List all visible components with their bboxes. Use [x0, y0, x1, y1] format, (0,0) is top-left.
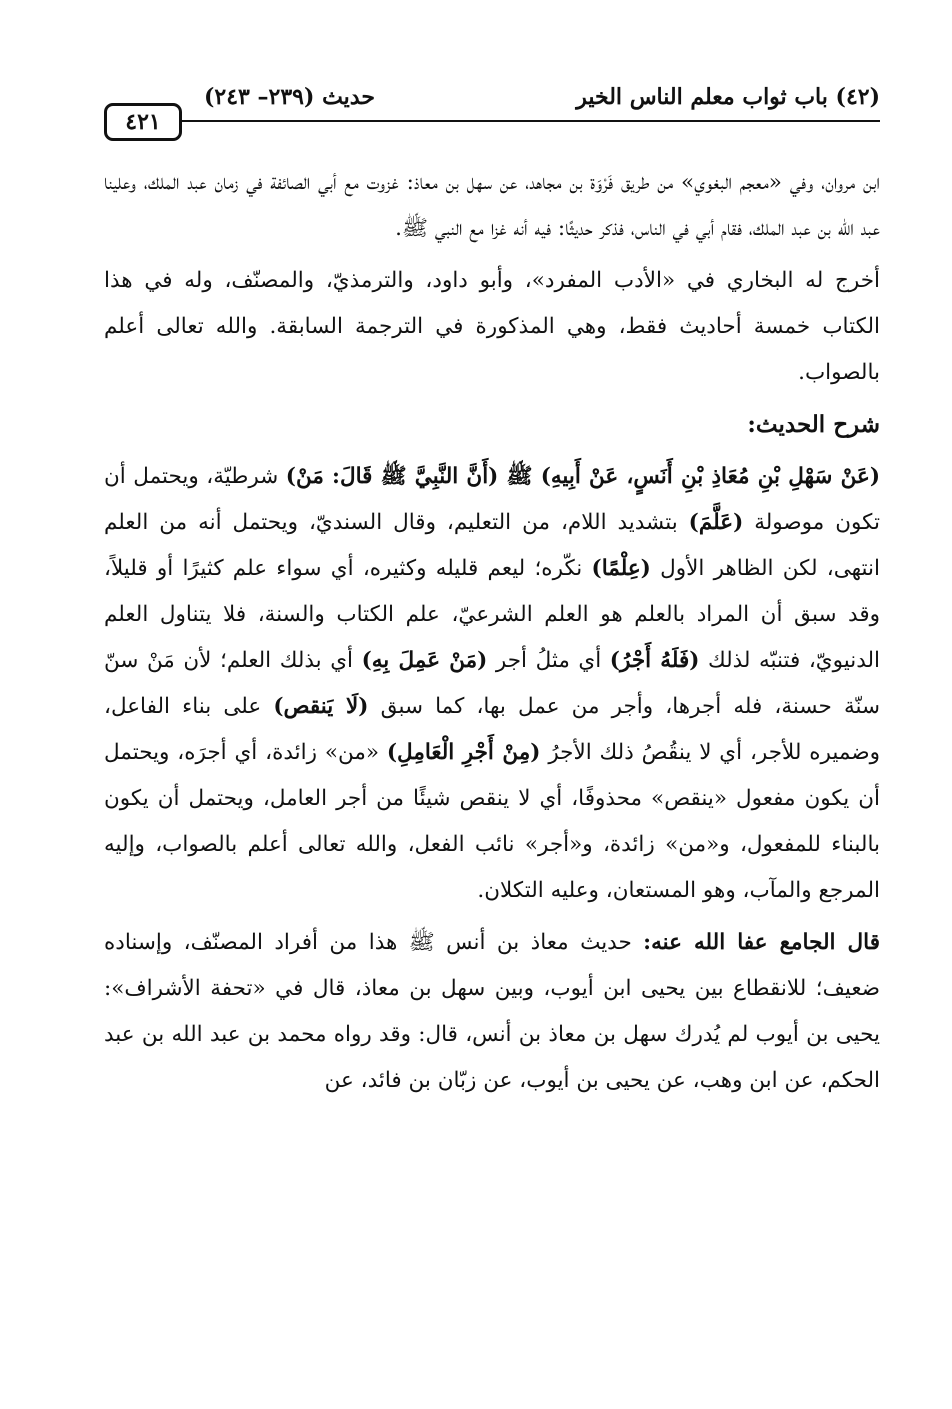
chapter-title: (٤٢) باب ثواب معلم الناس الخير — [576, 84, 880, 110]
running-header — [104, 78, 880, 122]
hadith-range: حديث (٢٣٩– ٢٤٣) — [204, 84, 375, 110]
paragraph-sources: أخرج له البخاري في «الأدب المفرد»، وأبو داود، والترمذيّ، والمصنّف، وله في هذا الكتاب خمسة أحاديث فقط، وهي المذكورة في الترجمة السابقة. والله تعالى أعلم بالصواب. — [104, 268, 880, 385]
hadith-text-quote: (عَنْ سَهْلِ بْنِ مُعَاذِ بْنِ أَنَسٍ، عَنْ أَبِيهِ) ﷺ (أَنَّ النَّبِيَّ ﷺ قَالَ: مَنْ) — [285, 464, 881, 489]
page-number: ٤٢١ — [104, 103, 182, 141]
hadith-word: (عَلَّمَ) — [688, 510, 744, 535]
commentary-text: «من» زائدة، أي أجرَه، ويحتمل أن يكون مفعول «ينقص» محذوفًا، أي لا ينقص شيئًا من أجر العامل، ويحتمل أن يكون بالبناء للمفعول، و«من» زائدة، و«أجر» نائب الفعل، والله تعالى أعلم بالصواب، وإليه المرجع والمآب، وهو المستعان، وعليه التكلان. — [104, 740, 880, 903]
commentary-text: على بناء الفاعل، وضميره للأجر، أي لا ينقُصُ ذلك الأجرُ — [104, 694, 880, 765]
hadith-word: (لَا يَنقص) — [273, 694, 369, 719]
paragraph-commentary — [104, 454, 880, 914]
hadith-word: (فَلَهُ أَجْرُ) — [609, 648, 700, 673]
commentary-text: بتشديد اللام، من التعليم، وقال السنديّ، ويحتمل أنه من العلم انتهى، لكن الظاهر الأول — [104, 510, 880, 581]
commentary-text: أي بذلك العلم؛ لأن مَنْ سنّ سنّة حسنة، فله أجرها، وأجر من عمل بها، كما سبق — [104, 648, 880, 719]
main-text — [104, 160, 880, 1110]
commentary-text: شرطيّة، ويحتمل أن تكون موصولة — [104, 464, 880, 535]
hadith-word: (عِلْمًا) — [591, 556, 651, 581]
compiler-label: قال الجامع عفا الله عنه: — [643, 930, 880, 955]
hadith-word: (مَنْ عَمِلَ بِهِ) — [361, 648, 488, 673]
section-heading: شرح الحديث: — [747, 411, 880, 438]
compiler-text: حديث معاذ بن أنس ﷺ هذا من أفراد المصنّف، وإسناده ضعيف؛ للانقطاع بين يحيى ابن أيوب، وبين سهل بن معاذ، قال في «تحفة الأشراف»: يحيى بن أيوب لم يُدرك سهل بن معاذ بن أنس، قال: وقد رواه محمد بن عبد الله بن عبد الحكم، عن ابن وهب، عن يحيى بن أيوب، عن زبّان بن فائد، عن — [104, 930, 880, 1093]
paragraph-compiler-note — [104, 920, 880, 1104]
commentary-text: نكّره؛ ليعم قليله وكثيره، أي سواء علم كثيرًا أو قليلاً، وقد سبق أن المراد بالعلم هو العلم الشرعيّ، علم الكتاب والسنة، فلا يتناول العلم الدنيويّ، فتنبّه لذلك — [104, 556, 881, 673]
commentary-text: أي مثلُ أجر — [487, 648, 610, 673]
hadith-word: (مِنْ أَجْرِ الْعَامِلِ) — [386, 740, 541, 765]
header-rule — [104, 120, 880, 122]
paragraph-intro: ابن مروان، وفي «معجم البغوي» من طريق فَرْوَة بن مجاهد، عن سهل بن معاذ: غزوت مع أبي الصائفة في زمان عبد الملك، وعلينا عبد الله بن عبد الملك، فقام أبي في الناس، فذكر حديثًا: فيه أنه غزا مع النبي ﷺ. — [104, 170, 880, 241]
